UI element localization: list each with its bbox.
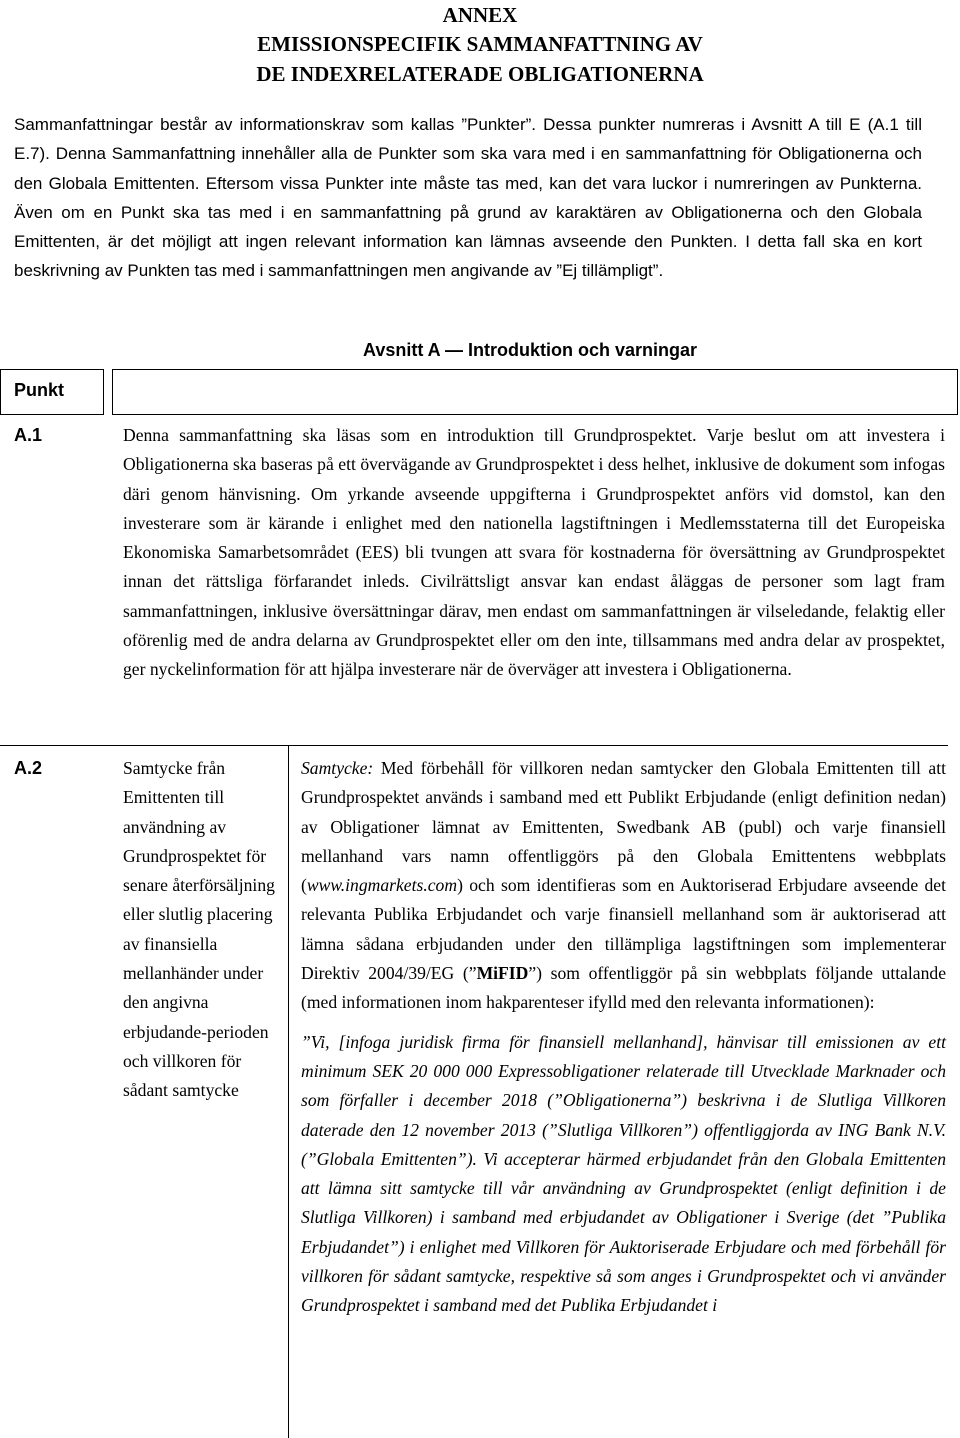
section-heading-box xyxy=(112,369,958,415)
section-a-heading: Avsnitt A — Introduktion och varningar xyxy=(362,340,697,360)
a2-quote-paragraph: ”Vi, [infoga juridisk firma för finansiell mellanhand], hänvisar till emissionen av ett minimum SEK 20 000 000 Expressobligationer relaterade till Utvecklade Marknader och som förfaller i december 2018 (”Obligationerna”) beskrivna i de Slutliga Villkoren daterade den 12 november 2013 (”Slutliga Villkoren”) offentliggjorda av ING Bank N.V. (”Globala Emittenten”). Vi accepterar härmed erbjudandet från den Globala Emittenten att lämna sitt samtycke till vår användning av Grundprospektet (enligt definition i de Slutliga Villkoren) i samband med erbjudandet av Obligationer i Sverige (det ”Publika Erbjudandet”) i enlighet med Villkoren för Auktoriserade Erbjudare och med förbehåll för villkoren för sådant samtycke, respektive så som anges i Grundprospektet och vi använder Grundprospektet i samband med det Publika Erbjudandet i xyxy=(301,1031,946,1316)
summary-title-line-1: EMISSIONSPECIFIK SAMMANFATTNING AV xyxy=(257,32,703,56)
row-id-a2: A.2 xyxy=(14,758,43,778)
summary-title-line-2: DE INDEXRELATERADE OBLIGATIONERNA xyxy=(256,62,704,86)
website-link: www.ingmarkets.com xyxy=(306,875,458,896)
row-divider xyxy=(0,745,948,746)
row-a2-label xyxy=(123,754,283,1106)
intro-paragraph xyxy=(14,110,922,286)
punkt-column-header: Punkt xyxy=(14,380,65,400)
consent-text-3: ”) som offentliggör på sin webbplats följande uttalande (med informationen inom hakparenteser ifylld med den relevanta informationen): xyxy=(301,963,947,1013)
row-a1-text xyxy=(123,421,945,685)
annex-title: ANNEX xyxy=(442,3,518,27)
row-id-a1: A.1 xyxy=(14,425,43,445)
consent-text-1: Med förbehåll för villkoren nedan samtycker den Globala Emittenten till att Grundprospektet används i samband med ett Publikt Erbjudande (enligt definition nedan) av Obligationer lämnat av Emittenten, Swedbank AB (publ) och varje finansiell mellanhand vars namn offentliggörs på den Globala Emittentens webbplats ( xyxy=(301,758,946,896)
a1-paragraph: Denna sammanfattning ska läsas som en introduktion till Grundprospektet. Varje beslut om att investera i Obligationerna ska baseras på ett övervägande av Grundprospektet i dess helhet, inklusive de dokument som infogas däri genom hänvisning. Om yrkande avseende uppgifterna i Grundprospektet anförs vid domstol, kan den investerare som är kärande i enlighet med den nationella lagstiftningen i Medlemsstaterna till det Europeiska Ekonomiska Samarbetsområdet (EES) bli tvungen att svara för kostnaderna för översättning av Grundprospektet innan det rättsliga förfarandet inleds. Civilrättsligt ansvar kan endast åläggas de personer som lagt fram sammanfattningen, inklusive översättningar därav, men endast om sammanfattningen är vilseledande, felaktig eller oförenlig med de andra delarna av Grundprospektet eller om den inte, tillsammans med andra delar av prospektet, ger nyckelinformation för att hjälpa investerare när de överväger att investera i Obligationerna. xyxy=(123,425,945,680)
intro-text: Sammanfattningar består av informationskrav som kallas ”Punkter”. Dessa punkter numreras i Avsnitt A till E (A.1 till E.7). Denna Sammanfattning innehåller alla de Punkter som ska vara med i en sammanfattning för Obligationerna och den Globala Emittenten. Eftersom vissa Punkter inte måste tas med, kan det vara luckor i numreringen av Punkterna. Även om en Punkt ska tas med i en sammanfattning på grund av karaktären av Obligationerna och den Globala Emittenten, är det möjligt att ingen relevant information kan lämnas avseende den Punkten. I detta fall ska en kort beskrivning av Punkten tas med i sammanfattningen men angivande av ”Ej tillämpligt”. xyxy=(14,115,922,281)
column-divider xyxy=(288,745,289,1438)
a2-consent-paragraph xyxy=(301,754,946,1018)
consent-label: Samtycke: xyxy=(301,758,374,778)
consent-text-2: ) och som identifieras som en Auktoriserad Erbjudare avseende det relevanta Publika Erbjudandet och varje finansiell mellanhand som är auktoriserad att lämna sådana erbjudanden under den tillämpliga lagstiftningen som implementerar Direktiv 2004/39/EG (” xyxy=(301,875,946,984)
mifid-term: MiFID xyxy=(476,963,529,984)
row-a2-content xyxy=(301,754,946,1321)
a2-label-paragraph: Samtycke från Emittenten till användning av Grundprospektet för senare återförsäljning eller slutlig placering av finansiella mellanhänder under den angivna erbjudande-perioden och villkoren för sådant samtycke xyxy=(123,758,275,1101)
